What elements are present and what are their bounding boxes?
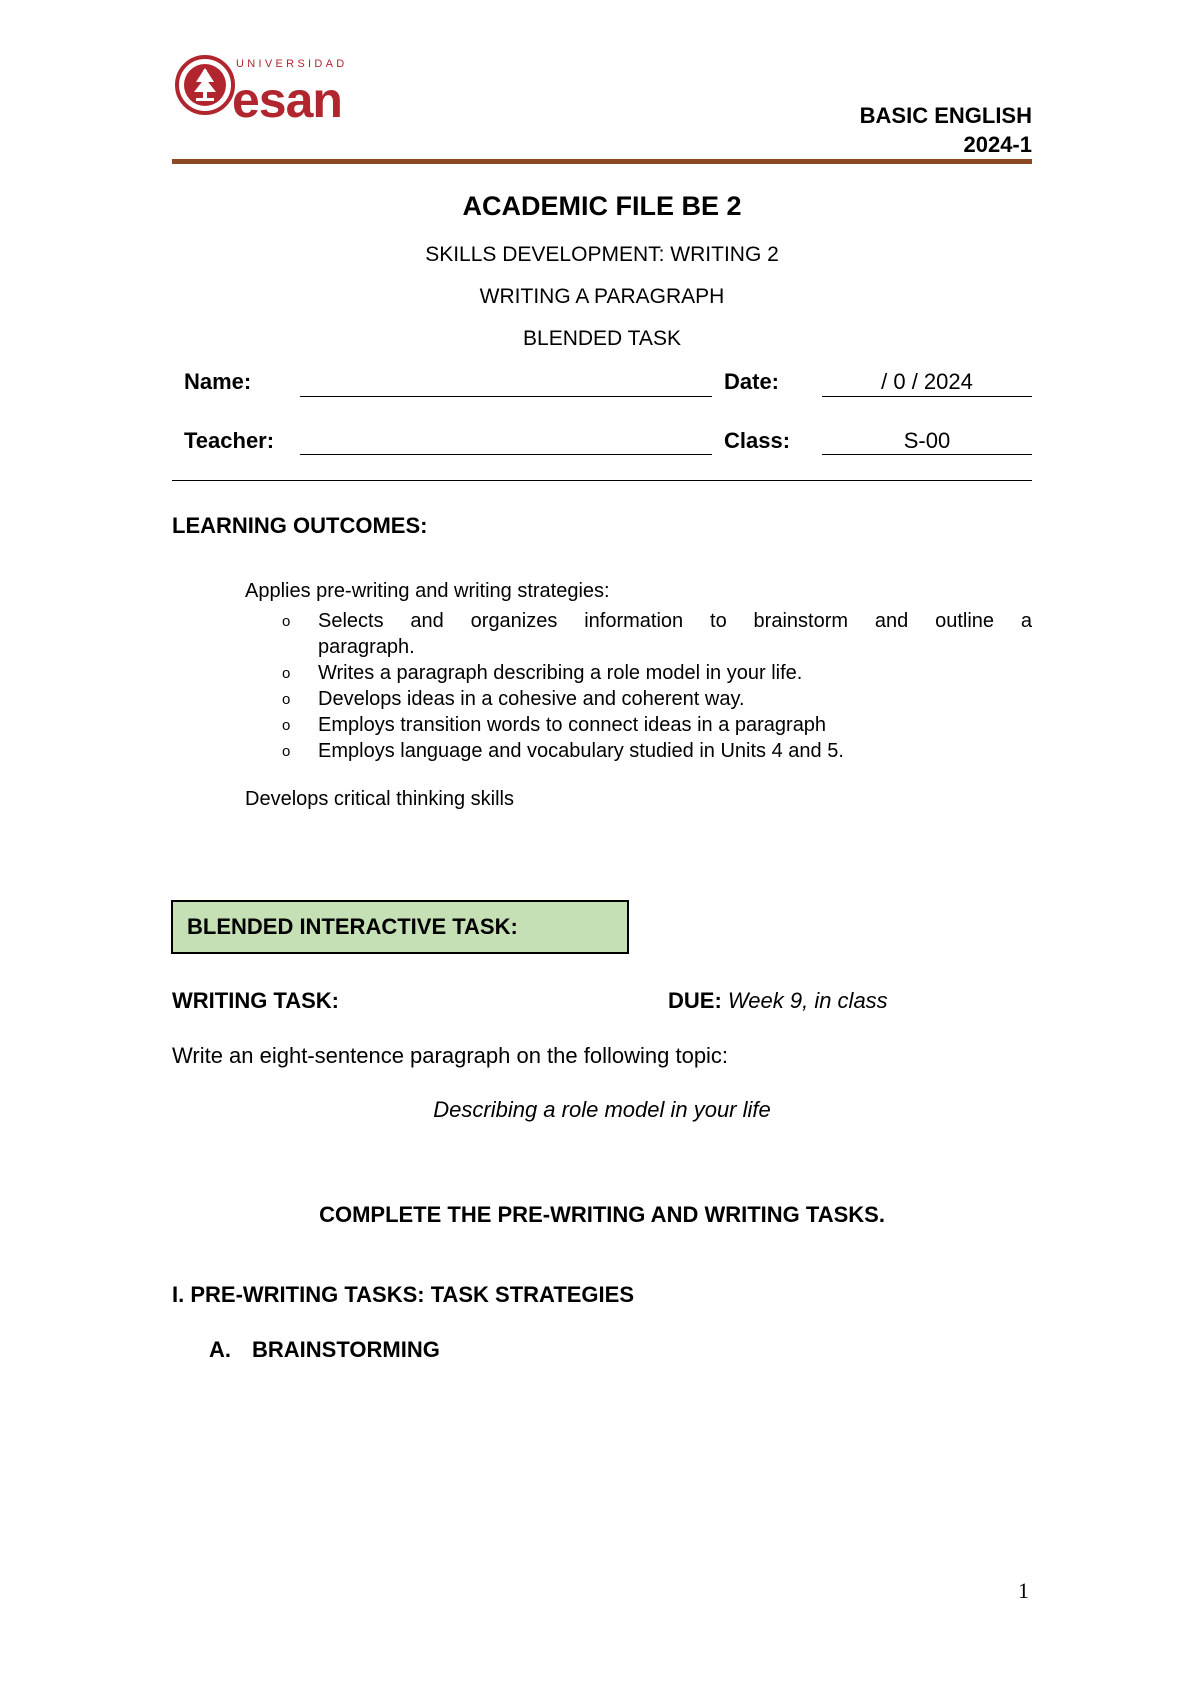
class-value: S-00: [903, 428, 951, 453]
subsection-title: BRAINSTORMING: [252, 1337, 440, 1362]
bullet-marker: o: [282, 743, 291, 760]
name-label: Name:: [184, 369, 252, 394]
bullet-marker: o: [282, 691, 291, 708]
outcomes-closing: Develops critical thinking skills: [245, 788, 514, 810]
list-item: o Selects and organizes information to brainstorm and outline a: [282, 608, 1032, 634]
section-heading: I. PRE-WRITING TASKS: TASK STRATEGIES: [172, 1282, 634, 1307]
blended-task-label: BLENDED INTERACTIVE TASK:: [187, 914, 518, 939]
outcomes-list: [282, 608, 1032, 764]
page-number: 1: [1018, 1578, 1029, 1603]
teacher-field[interactable]: [300, 454, 712, 455]
course-name: BASIC ENGLISH: [859, 103, 1032, 128]
list-item: o Employs language and vocabulary studied in Units 4 and 5.: [282, 738, 1032, 764]
subtitle-writing: WRITING A PARAGRAPH: [479, 285, 725, 308]
logo-university-text: UNIVERSIDAD: [236, 58, 348, 70]
list-item: o Develops ideas in a cohesive and coherent way.: [282, 686, 1032, 712]
list-item: o Writes a paragraph describing a role model in your life.: [282, 660, 1032, 686]
header-divider: [172, 159, 1032, 164]
teacher-label: Teacher:: [184, 428, 275, 453]
class-field[interactable]: [822, 454, 1032, 455]
class-label: Class:: [724, 428, 791, 453]
date-label: Date:: [724, 369, 780, 394]
outcomes-intro: Applies pre-writing and writing strategies:: [245, 580, 610, 602]
name-field[interactable]: [300, 396, 712, 397]
subtitle-blended: BLENDED TASK: [523, 327, 681, 350]
university-logo: [174, 50, 354, 128]
outcomes-heading: LEARNING OUTCOMES:: [172, 513, 428, 538]
date-value: / 0 / 2024: [881, 369, 973, 394]
task-topic: Describing a role model in your life: [433, 1097, 771, 1122]
blended-task-box: [171, 900, 629, 954]
due-value: Week 9, in class: [727, 988, 888, 1013]
due-line: [668, 988, 888, 1014]
university-seal-icon: [174, 54, 236, 116]
course-block: [860, 101, 1032, 159]
logo-wordmark: esan: [232, 72, 342, 128]
list-item: o Employs transition words to connect ideas in a paragraph: [282, 712, 1032, 738]
due-label: DUE:: [668, 988, 722, 1013]
course-term: 2024-1: [963, 132, 1032, 157]
bullet-marker: o: [282, 613, 291, 630]
subsection-letter: A.: [209, 1337, 231, 1362]
subtitle-skills: SKILLS DEVELOPMENT: WRITING 2: [425, 243, 779, 266]
task-instruction: Write an eight-sentence paragraph on the following topic:: [172, 1043, 729, 1068]
date-field[interactable]: [822, 396, 1032, 397]
bullet-marker: o: [282, 665, 291, 682]
page-title: ACADEMIC FILE BE 2: [462, 191, 742, 221]
complete-instruction: COMPLETE THE PRE-WRITING AND WRITING TASKS.: [319, 1202, 885, 1227]
bullet-marker: o: [282, 717, 291, 734]
writing-task-label: WRITING TASK:: [172, 988, 340, 1013]
form-divider: [172, 480, 1032, 481]
list-item: paragraph.: [318, 636, 415, 658]
